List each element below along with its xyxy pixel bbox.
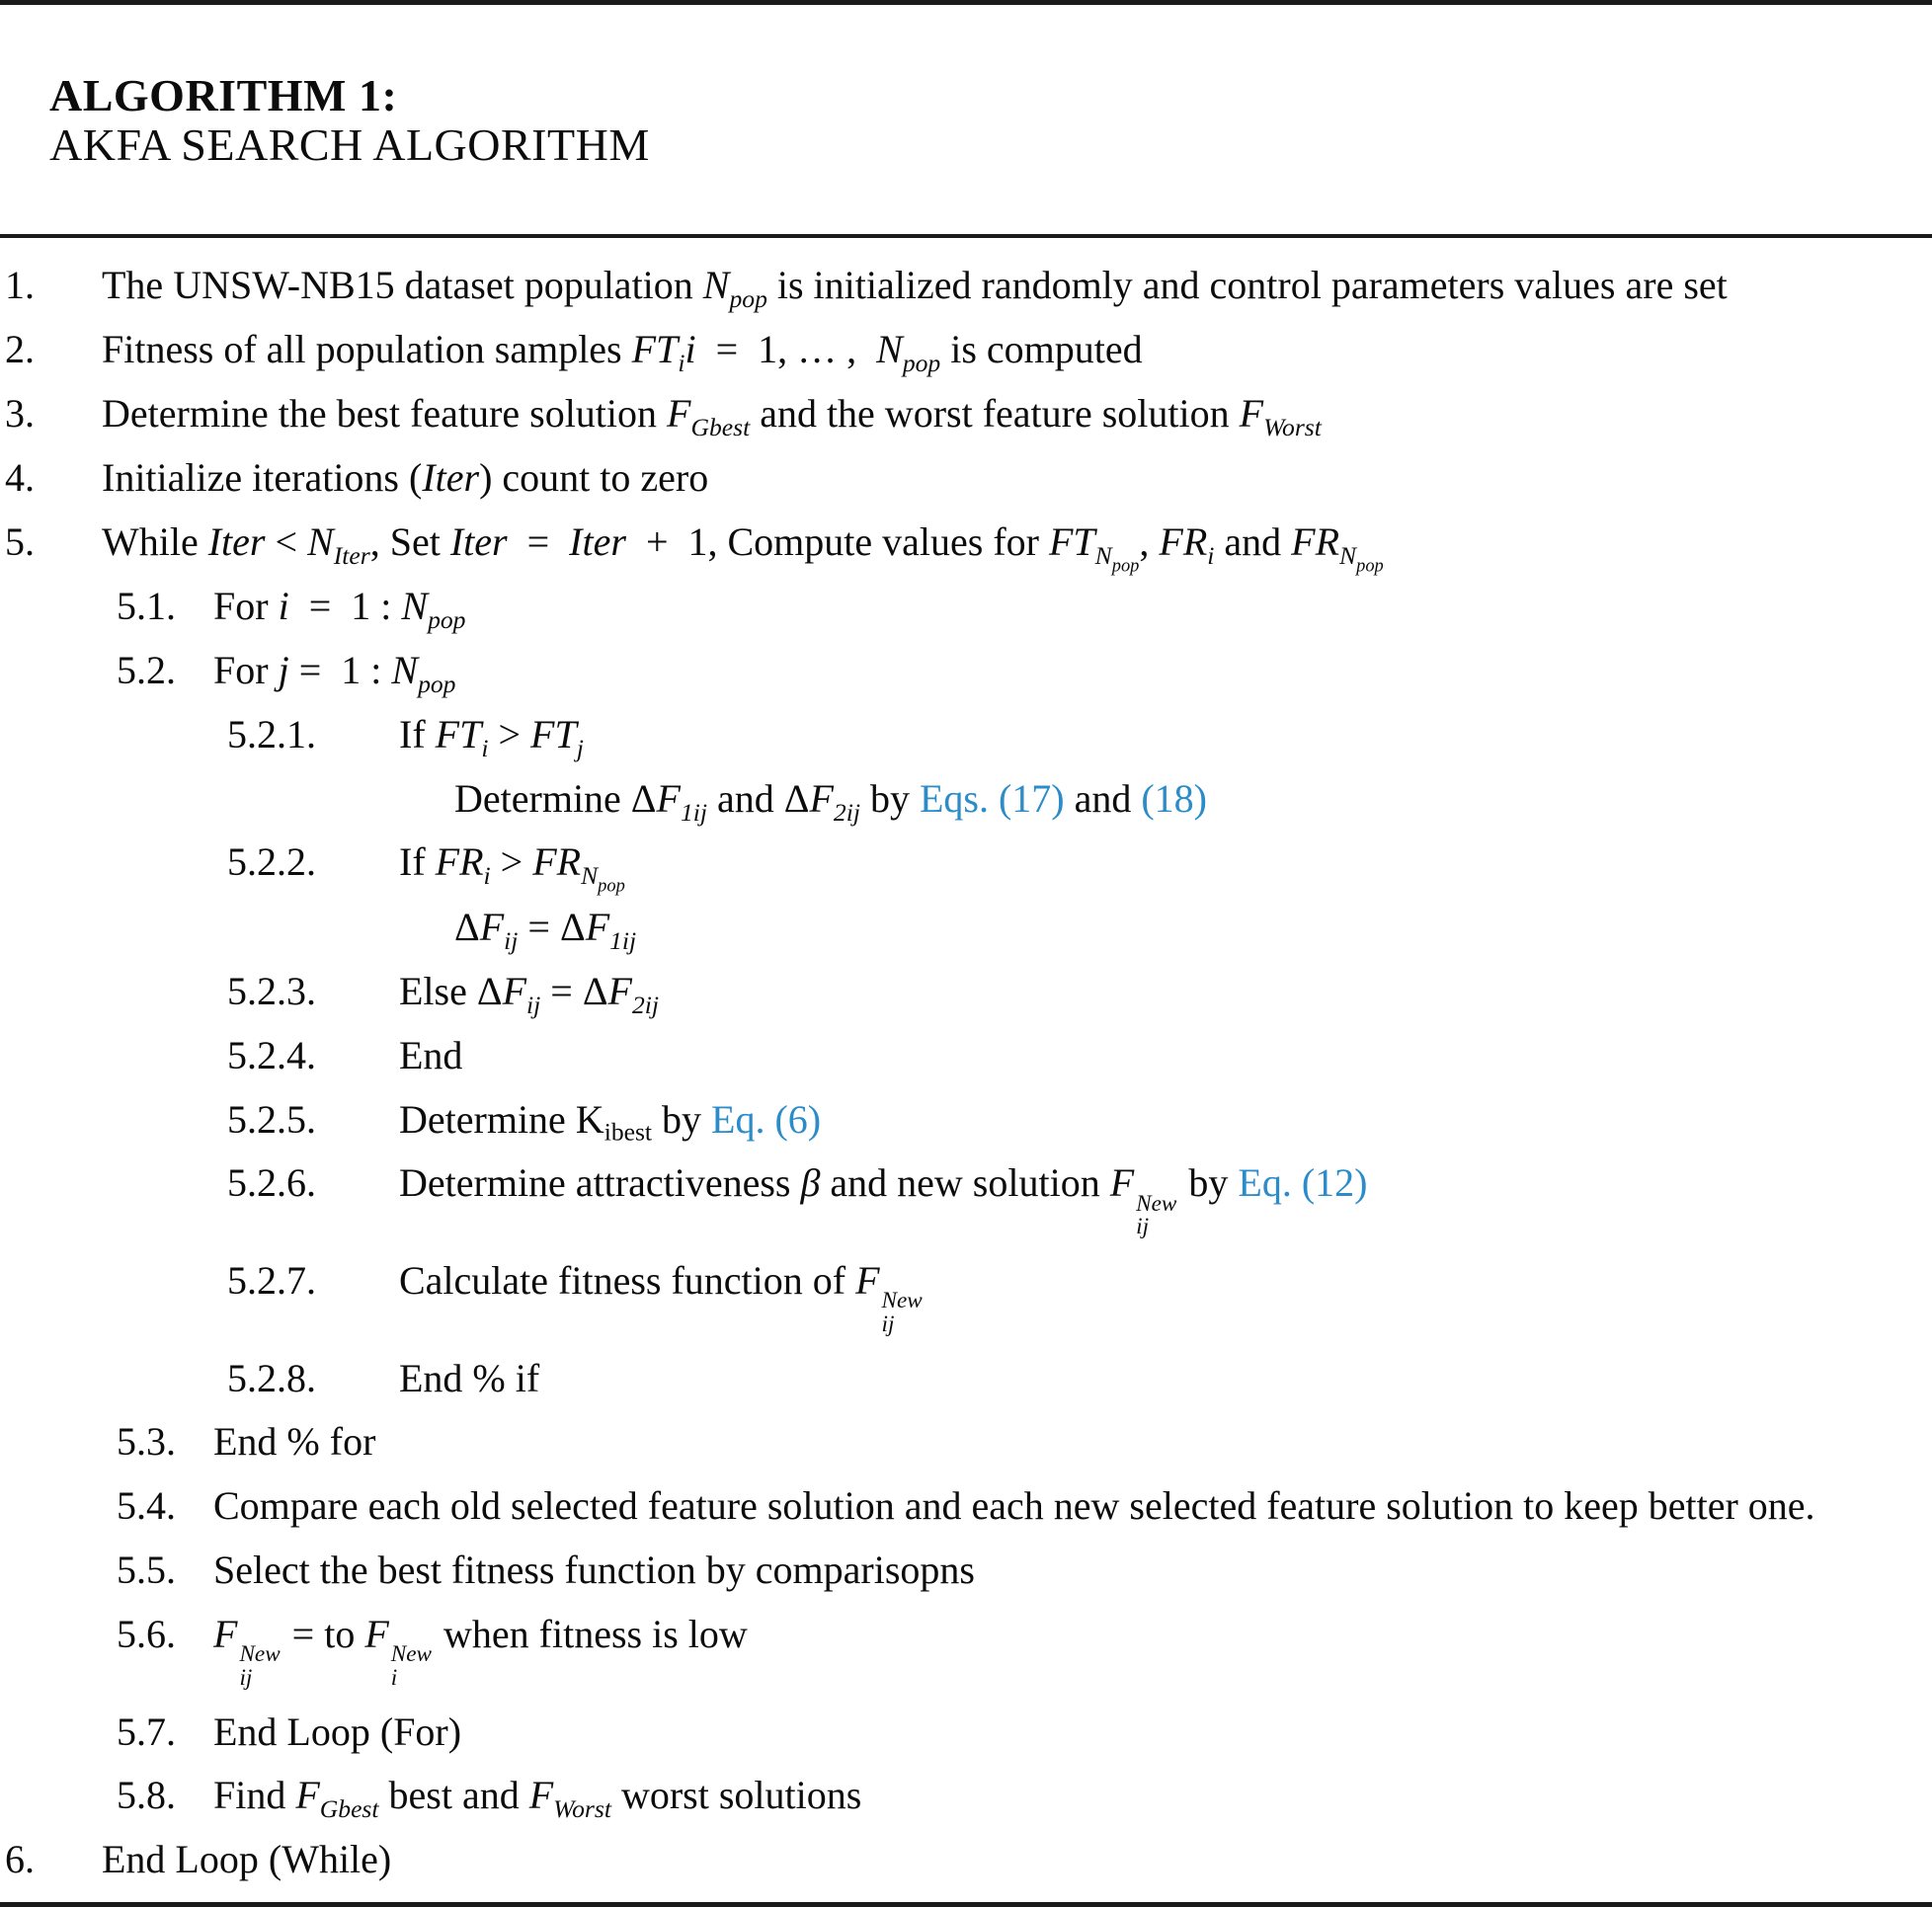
step-line: [227, 1161, 1932, 1239]
step-number: 5.2.5.: [227, 1096, 316, 1142]
algorithm-steps: [0, 238, 1932, 1902]
text-part: =: [507, 518, 570, 564]
text-part: = 1 :: [288, 584, 402, 629]
text-part: = 1, … ,: [695, 327, 877, 372]
text-part: Determine Δ: [454, 775, 657, 821]
text-part: = to: [282, 1611, 365, 1656]
text-part: F: [502, 968, 527, 1013]
text-part: ) count to zero: [479, 454, 709, 500]
text-part: FT: [631, 327, 679, 372]
text-part: pop: [418, 670, 456, 698]
step-number: 5.4.: [117, 1483, 176, 1529]
text-part: pop: [729, 284, 767, 314]
text-part: End % for: [213, 1419, 376, 1465]
step-line: [227, 711, 1932, 762]
step-line: [5, 1838, 1932, 1882]
text-part: i: [481, 733, 489, 762]
step-content: [213, 584, 466, 635]
text-part: F: [213, 1611, 238, 1656]
text-part: End: [399, 1032, 463, 1077]
text-part: If: [399, 839, 436, 885]
eq-link[interactable]: Eqs. (17): [919, 775, 1065, 821]
text-part: pop: [428, 605, 466, 635]
step-content: [102, 327, 1143, 378]
text-part: F: [479, 905, 505, 950]
text-part: Gbest: [319, 1794, 379, 1824]
text-part: Iter: [207, 518, 266, 564]
text-part: Determine K: [399, 1096, 604, 1142]
text-part: and: [1214, 518, 1292, 564]
text-part: For: [213, 584, 279, 629]
step-content: [213, 1613, 748, 1691]
text-part: = Δ: [540, 968, 608, 1013]
step-line: [117, 584, 1932, 635]
text-part: New i: [390, 1641, 433, 1691]
step-number: 6.: [5, 1837, 35, 1882]
text-part: Determine the best feature solution: [102, 390, 668, 436]
text-part: 1ij: [609, 926, 637, 956]
bottom-rule: [0, 1902, 1932, 1907]
step-number: 5.2.3.: [227, 968, 316, 1013]
text-part: F: [607, 968, 632, 1013]
step-line: [117, 1710, 1932, 1755]
step-line: [117, 648, 1932, 698]
step-line: [117, 1549, 1932, 1593]
text-part: Iter: [333, 540, 370, 570]
step-number: 5.2.2.: [227, 839, 316, 885]
text-part: by: [859, 775, 920, 821]
text-part: While: [102, 518, 208, 564]
step-content: [399, 711, 584, 762]
step-line: [454, 775, 1932, 827]
text-part: Iter: [569, 518, 626, 564]
step-content: [102, 456, 708, 501]
text-part: ,: [1139, 518, 1160, 564]
text-part: β: [800, 1160, 821, 1206]
step-line: [227, 968, 1932, 1019]
text-part: Npop: [1094, 540, 1140, 576]
step-line: [117, 1773, 1932, 1824]
text-part: 2ij: [631, 990, 660, 1019]
text-part: Npop: [1339, 540, 1384, 576]
text-part: , Set: [369, 518, 450, 564]
step-number: 3.: [5, 390, 35, 436]
step-content: [102, 390, 1322, 441]
text-part: FR: [532, 839, 582, 885]
text-part: i: [278, 584, 289, 629]
step-line: [5, 390, 1932, 441]
text-part: Calculate fitness function of: [399, 1258, 856, 1303]
text-part: = 1 :: [288, 648, 392, 693]
text-part: ij: [504, 926, 519, 956]
step-line: [5, 518, 1932, 576]
step-line: [117, 1484, 1932, 1529]
text-part: End Loop (While): [102, 1837, 392, 1882]
eq-link[interactable]: Eq. (12): [1238, 1160, 1368, 1206]
text-part: is initialized randomly and control parameters values are set: [766, 263, 1728, 308]
text-part: + 1, Compute values for: [625, 518, 1049, 564]
step-number: 5.2.8.: [227, 1355, 316, 1400]
step-content: [102, 263, 1728, 314]
text-part: The UNSW-NB15 dataset population: [102, 263, 703, 308]
text-part: F: [1109, 1160, 1135, 1206]
text-part: i: [483, 861, 491, 891]
text-part: Fitness of all population samples: [102, 327, 632, 372]
text-part: Find: [213, 1773, 296, 1818]
text-part: worst solutions: [610, 1773, 862, 1818]
text-part: by: [1178, 1160, 1239, 1206]
step-line: [5, 263, 1932, 314]
step-number: 5.3.: [117, 1419, 176, 1465]
step-number: 5.2.1.: [227, 711, 316, 756]
text-part: Iter: [449, 518, 508, 564]
text-part: If: [399, 711, 436, 756]
text-part: Worst: [1263, 412, 1322, 441]
text-part: Initialize iterations (: [102, 454, 423, 500]
text-part: New ij: [881, 1288, 923, 1338]
step-number: 5.2.: [117, 648, 176, 693]
step-content: [399, 1161, 1367, 1239]
text-part: is computed: [940, 327, 1143, 372]
step-content: [213, 1484, 1815, 1529]
step-content: [399, 1259, 925, 1337]
text-part: FT: [530, 711, 577, 756]
step-content: [399, 839, 625, 897]
text-part: and new solution: [820, 1160, 1110, 1206]
text-part: New ij: [239, 1641, 281, 1691]
step-content: [399, 1096, 822, 1147]
step-content: [213, 1549, 975, 1593]
text-part: N: [391, 648, 419, 693]
text-part: Select the best fitness function by comparisopns: [213, 1548, 975, 1593]
step-content: [213, 1420, 375, 1465]
text-part: F: [667, 390, 691, 436]
text-part: j: [278, 648, 289, 693]
step-number: 5.1.: [117, 584, 176, 629]
step-content: [399, 1034, 462, 1078]
text-part: Worst: [553, 1794, 611, 1824]
step-line: [227, 1034, 1932, 1078]
text-part: F: [1239, 390, 1264, 436]
algorithm-label: ALGORITHM 1:: [49, 69, 398, 120]
step-content: [454, 905, 637, 956]
step-content: [213, 1710, 461, 1755]
step-content: [102, 1838, 391, 1882]
text-part: FR: [1291, 518, 1340, 564]
step-number: 5.2.6.: [227, 1160, 316, 1206]
text-part: best and: [378, 1773, 529, 1818]
text-part: Else Δ: [399, 968, 503, 1013]
text-part: Compare each old selected feature solution and each new selected feature solution to keep better one.: [213, 1483, 1815, 1529]
text-part: F: [364, 1611, 389, 1656]
step-line: [117, 1613, 1932, 1691]
step-number: 5.8.: [117, 1773, 176, 1818]
text-part: i: [684, 327, 696, 372]
text-part: For: [213, 648, 279, 693]
text-part: by: [652, 1096, 712, 1142]
text-part: N: [876, 327, 903, 372]
text-part: >: [490, 839, 533, 885]
text-part: i: [1207, 540, 1215, 570]
text-part: j: [576, 733, 584, 762]
step-number: 2.: [5, 327, 35, 372]
text-part: N: [401, 584, 429, 629]
step-number: 1.: [5, 263, 35, 308]
text-part: = Δ: [518, 905, 586, 950]
text-part: New ij: [1136, 1190, 1177, 1240]
text-part: N: [702, 263, 730, 308]
text-part: F: [585, 905, 610, 950]
step-number: 5.: [5, 518, 35, 564]
step-content: [399, 1357, 539, 1401]
step-line: [227, 1357, 1932, 1401]
step-line: [5, 327, 1932, 378]
text-part: F: [809, 775, 834, 821]
step-content: [213, 648, 456, 698]
text-part: F: [528, 1773, 554, 1818]
text-part: F: [855, 1258, 880, 1303]
text-part: Determine attractiveness: [399, 1160, 801, 1206]
text-part: i: [678, 349, 685, 378]
text-part: 1ij: [680, 797, 707, 827]
step-number: 5.5.: [117, 1548, 176, 1593]
text-part: when fitness is low: [434, 1611, 748, 1656]
text-part: FT: [435, 711, 482, 756]
text-part: N: [307, 518, 334, 564]
text-part: Iter: [422, 454, 480, 500]
text-part: End % if: [399, 1355, 540, 1400]
step-line: [454, 905, 1932, 956]
text-part: and the worst feature solution: [750, 390, 1240, 436]
step-line: [227, 1259, 1932, 1337]
step-number: 5.7.: [117, 1708, 176, 1754]
step-line: [227, 1096, 1932, 1147]
text-part: pop: [902, 349, 941, 378]
text-part: >: [488, 711, 531, 756]
text-part: End Loop (For): [213, 1708, 462, 1754]
text-part: and Δ: [707, 775, 810, 821]
text-part: F: [295, 1773, 320, 1818]
algorithm-title: [0, 5, 1932, 234]
step-number: 5.2.7.: [227, 1258, 316, 1303]
eq-link[interactable]: Eq. (6): [711, 1096, 822, 1142]
step-number: 4.: [5, 454, 35, 500]
step-content: [102, 518, 1384, 576]
text-part: ij: [526, 990, 541, 1019]
step-line: [227, 839, 1932, 897]
step-number: 5.6.: [117, 1611, 176, 1656]
text-part: and: [1064, 775, 1142, 821]
step-number: 5.2.4.: [227, 1032, 316, 1077]
text-part: <: [265, 518, 308, 564]
text-part: Δ: [454, 905, 480, 950]
step-line: [117, 1420, 1932, 1465]
step-line: [5, 456, 1932, 501]
step-content: [213, 1773, 862, 1824]
text-part: 2ij: [833, 797, 860, 827]
text-part: ibest: [604, 1117, 653, 1147]
algorithm-name: AKFA SEARCH ALGORITHM: [49, 119, 650, 171]
text-part: FR: [435, 839, 484, 885]
text-part: Npop: [581, 861, 625, 897]
text-part: Gbest: [690, 412, 751, 441]
text-part: F: [656, 775, 681, 821]
eq-link[interactable]: (18): [1141, 775, 1207, 821]
text-part: FT: [1048, 518, 1095, 564]
text-part: FR: [1159, 518, 1208, 564]
step-content: [454, 775, 1207, 827]
step-content: [399, 968, 660, 1019]
